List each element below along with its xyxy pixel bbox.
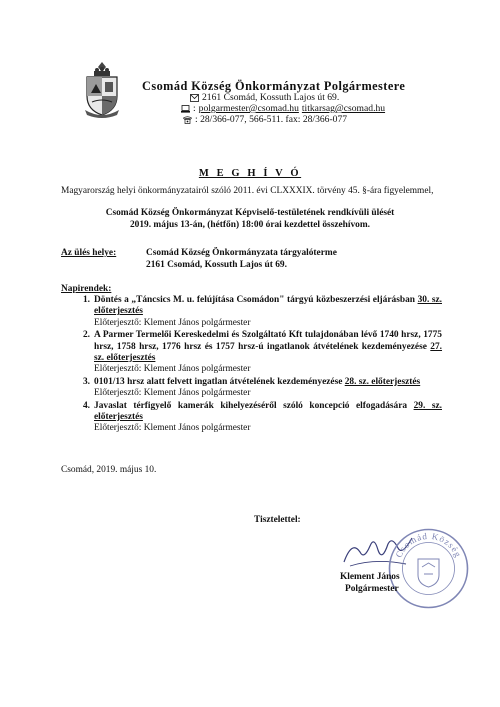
agenda-item-text: Döntés a „Táncsics M. u. felújítása Csomádon" tárgyú közbeszerzési eljárásban: [94, 295, 415, 305]
envelope-icon: [190, 94, 199, 102]
venue-line-2: 2161 Csomád, Kossuth Lajos út 69.: [146, 260, 287, 270]
telephone-icon: [183, 116, 192, 124]
agenda-item-ref: 27. sz. előterjesztés: [94, 341, 443, 364]
agenda-item: [60, 401, 442, 435]
summons-line-1: Csomád Község Önkormányzat Képviselő-testületének rendkívüli ülését: [105, 208, 395, 218]
email-link-secretary[interactable]: titkarsag@csomad.hu: [301, 103, 386, 114]
venue-label: Az ülés helye:: [61, 248, 117, 258]
agenda-item-number: 1.: [82, 295, 90, 305]
agenda-item-ref: 29. sz. előterjesztés: [94, 400, 442, 423]
coat-of-arms-logo: [83, 60, 121, 118]
signer-title: Polgármester: [345, 584, 399, 594]
venue-line-1: Csomád Község Önkormányzata tárgyalóterme: [146, 248, 337, 258]
agenda-item-ref: 28. sz. előterjesztés: [344, 376, 421, 387]
phone-text: : 28/366-077, 566-511. fax: 28/366-077: [195, 114, 348, 125]
official-stamp: [387, 527, 470, 610]
intro-paragraph: Magyarország helyi önkormányzatairól szóló 2011. évi CLXXXIX. törvény 45. §-ára figyelemmel,: [61, 186, 434, 196]
agenda-label: Napirendek:: [61, 284, 112, 294]
email-line: : polgarmester@csomad.hu titkarsag@csomad.hu: [181, 103, 385, 114]
agenda-item: [60, 295, 442, 329]
email-link-mayor[interactable]: polgarmester@csomad.hu: [198, 103, 299, 114]
computer-icon: [181, 105, 190, 113]
svg-text:Csomád Község: [393, 531, 463, 559]
agenda-item-text: A Parmer Termelői Kereskedelmi és Szolgáltató Kft tulajdonában lévő 1740 hrsz, 1775 hrsz, 1758 hrsz, 1776 hrsz és 1757 hrsz-ú ingatlanok átvételének kezdeményezése: [94, 330, 442, 352]
agenda-item-text: Javaslat térfigyelő kamerák kihelyezéséről szóló koncepció elfogadására: [94, 400, 408, 411]
stamp-text: Csomád Község: [393, 530, 464, 560]
address-text: 2161 Csomád, Kossuth Lajos út 69.: [202, 92, 340, 103]
organization-name: Csomád Község Önkormányzat Polgármestere: [142, 79, 406, 93]
agenda-item: [60, 377, 442, 400]
signer-name: Klement János: [340, 572, 400, 582]
agenda-list: [60, 295, 442, 436]
phone-line: [183, 114, 347, 125]
agenda-item-text: 0101/13 hrsz alatt felvett ingatlan átvételének kezdeményezése: [94, 376, 343, 387]
agenda-item-presenter: Előterjesztő: Klement János polgármester: [94, 423, 251, 434]
page-title: M E G H Í V Ó: [198, 168, 302, 179]
closing-text: Tisztelettel:: [254, 515, 301, 525]
summons-line-2: 2019. május 13-án, (hétfőn) 18:00 órai kezdettel összehívom.: [129, 220, 371, 230]
agenda-item-presenter: Előterjesztő: Klement János polgármester: [94, 317, 251, 328]
address-line: [190, 92, 339, 103]
agenda-item-number: 3.: [82, 376, 90, 387]
document-date: Csomád, 2019. május 10.: [61, 465, 157, 475]
agenda-item-number: 2.: [82, 330, 90, 341]
agenda-item-ref: 30. sz. előterjesztés: [94, 295, 442, 317]
agenda-item-number: 4.: [82, 400, 90, 411]
agenda-item-presenter: Előterjesztő: Klement János polgármester: [94, 364, 251, 375]
agenda-item: [60, 330, 442, 376]
agenda-item-presenter: Előterjesztő: Klement János polgármester: [94, 388, 251, 399]
